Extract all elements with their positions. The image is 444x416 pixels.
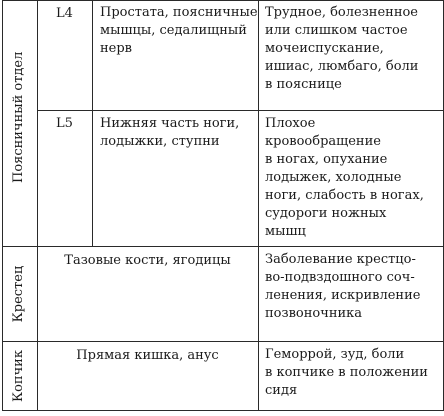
organs-line: нерв (100, 41, 132, 56)
symptoms-line: позвоночника (265, 306, 363, 321)
table-left-border (2, 0, 3, 411)
symptoms-line: в копчике в положении (265, 365, 428, 380)
symptoms-line: ноги, слабость в ногах, (265, 188, 424, 203)
symptoms-line: Плохое (265, 116, 316, 131)
organs-line: Нижняя часть ноги, (100, 116, 240, 131)
row-divider-l4-l5 (37, 110, 443, 111)
symptoms-line: во-подвздошного соч- (265, 270, 415, 285)
symptoms-line: Заболевание крестцо- (265, 252, 416, 267)
organs-line: мышцы, седалищный (100, 23, 247, 38)
organs-line: Прямая кишка, анус (76, 348, 219, 363)
symptoms-line: ленения, искривление (265, 288, 421, 303)
table-bottom-border (2, 410, 443, 411)
section-name-sacrum: Крестец (11, 265, 26, 323)
vertebra-code-l4: L4 (56, 6, 73, 21)
symptoms-line: Геморрой, зуд, боли (265, 347, 405, 362)
symptoms-line: мочеиспускание, (265, 41, 384, 56)
table-top-border (2, 0, 443, 1)
organs-cell-l4 (100, 4, 258, 58)
vertebra-code-l5: L5 (56, 116, 73, 131)
code-column-border (92, 0, 93, 247)
symptoms-line: сидя (265, 383, 298, 398)
symptoms-line: в пояснице (265, 77, 342, 92)
symptoms-line: лодыжек, холодные (265, 170, 402, 185)
organs-line: Тазовые кости, ягодицы (64, 253, 231, 268)
section-divider-lumbar-sacrum (2, 246, 443, 247)
symptoms-line: судороги ножных (265, 206, 387, 221)
symptoms-line: ишиас, люмбаго, боли (265, 59, 419, 74)
section-name-coccyx: Копчик (11, 350, 26, 402)
organs-cell-sacrum (37, 252, 258, 270)
organs-cell-l5 (100, 115, 239, 151)
symptoms-line: кровообращение (265, 134, 381, 149)
symptoms-cell-l5 (265, 115, 424, 241)
organs-cell-coccyx (37, 347, 258, 365)
section-divider-sacrum-coccyx (2, 341, 443, 342)
symptoms-line: в ногах, опухание (265, 152, 388, 167)
symptoms-cell-sacrum (265, 251, 420, 323)
organs-line: Простата, поясничные (100, 5, 258, 20)
symptoms-cell-coccyx (265, 346, 428, 400)
symptoms-cell-l4 (265, 4, 418, 94)
symptoms-line: мышц (265, 224, 306, 239)
section-name-lumbar: Поясничный отдел (11, 51, 26, 183)
organs-column-border (258, 0, 259, 411)
symptoms-line: или слишком частое (265, 23, 408, 38)
symptoms-line: Трудное, болезненное (265, 5, 418, 20)
organs-line: лодыжки, ступни (100, 134, 220, 149)
